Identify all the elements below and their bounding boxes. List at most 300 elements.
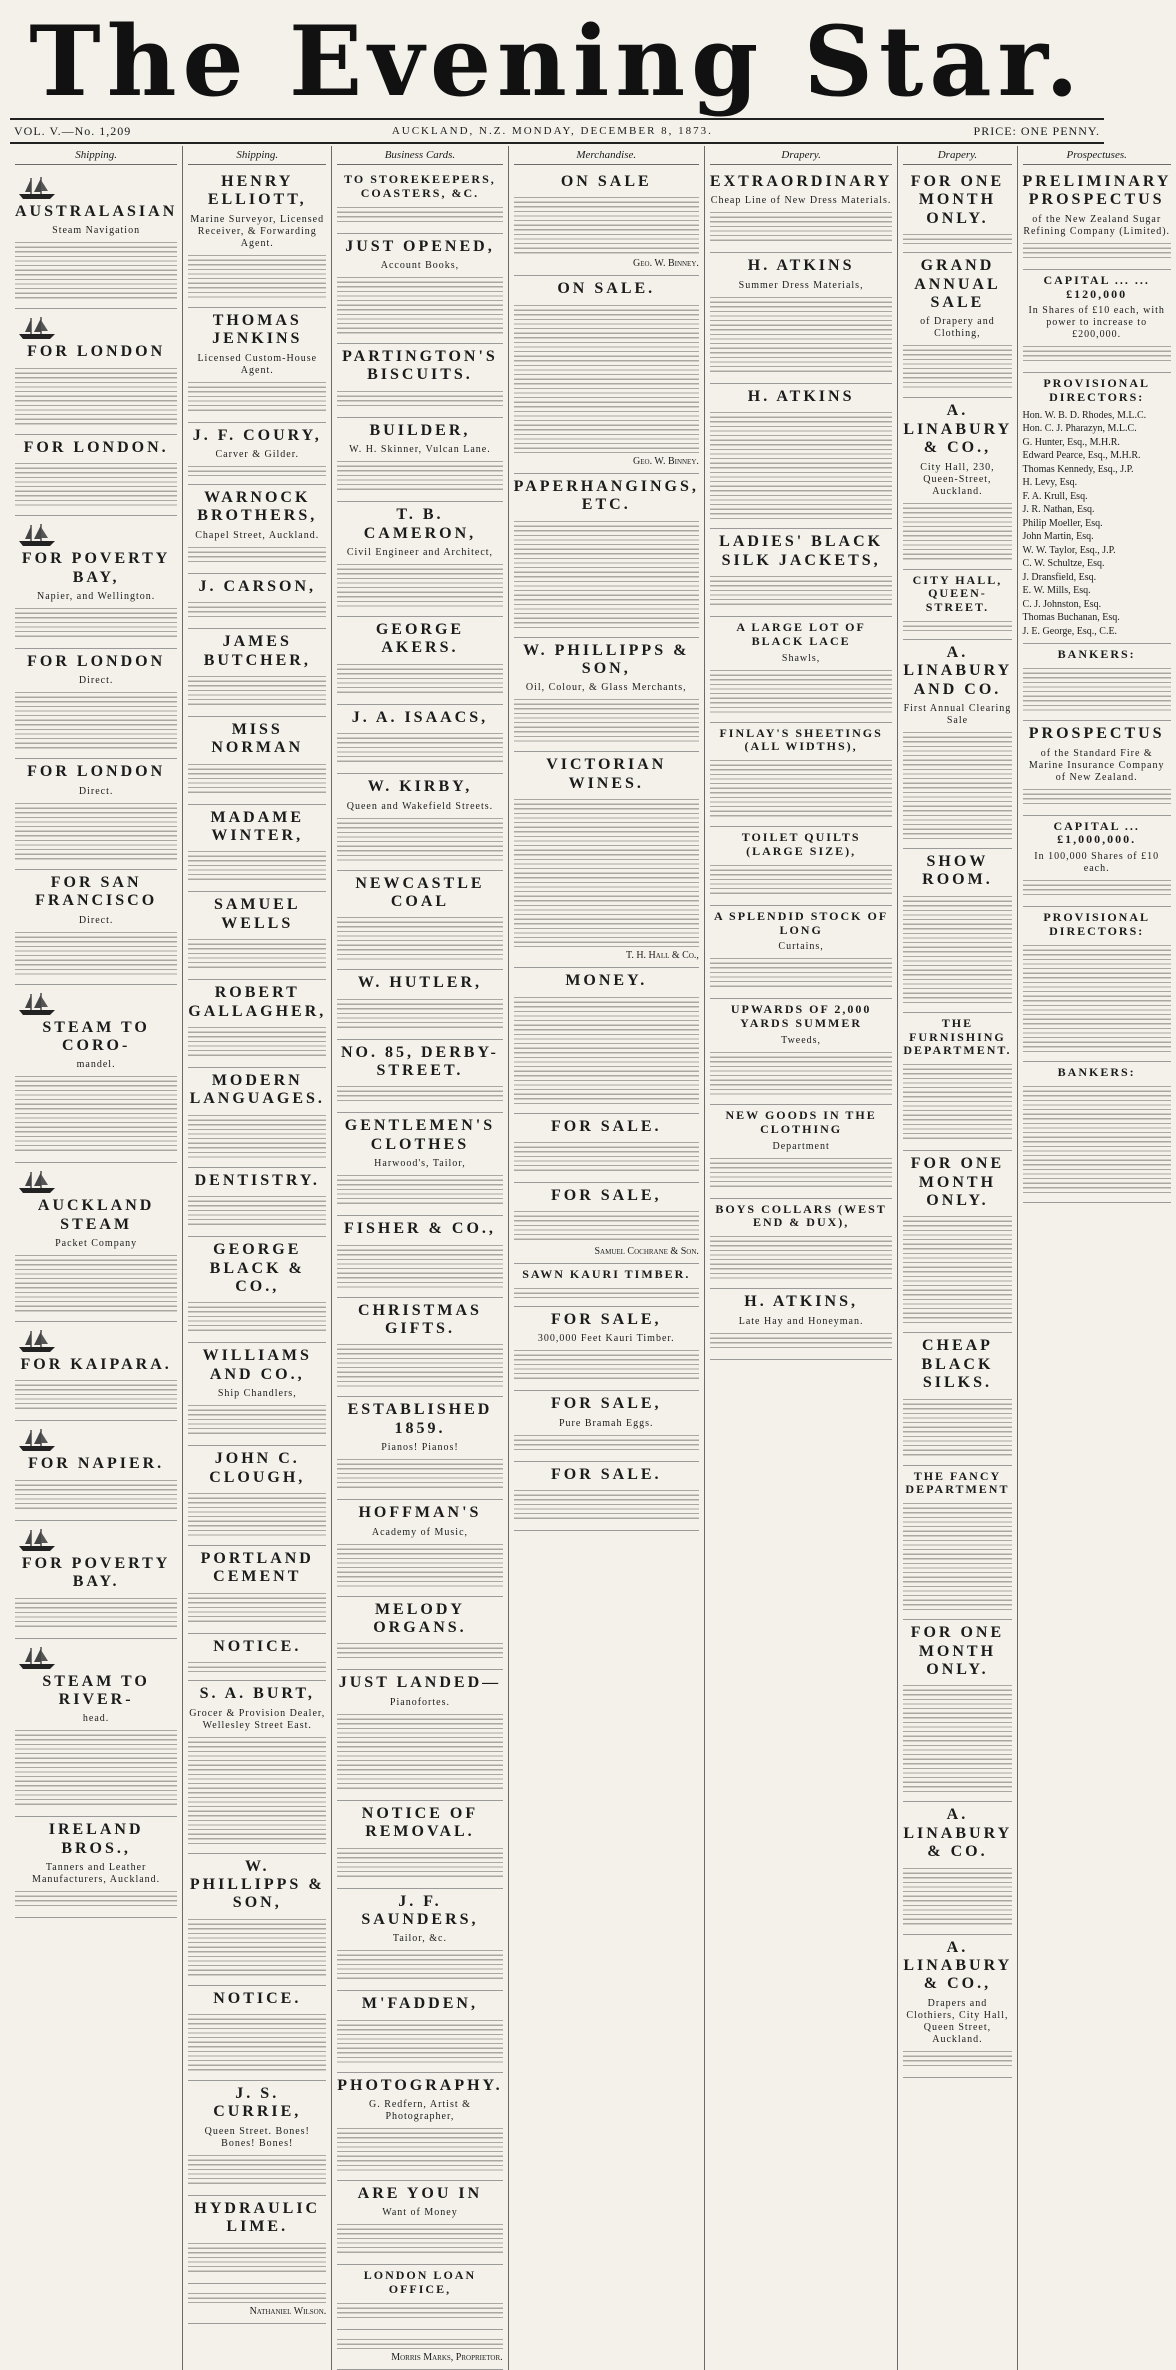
ad-body-text <box>337 997 502 1031</box>
ad-title: LADIES' BLACK SILK JACKETS, <box>719 533 884 569</box>
columns <box>10 146 1172 2364</box>
ad-title: FOR ONE MONTH ONLY. <box>910 173 1005 227</box>
ad-subtitle: Tanners and Leather Manufacturers, Auckland. <box>32 1862 161 1886</box>
ad-subtitle: Department <box>772 1140 830 1152</box>
director-name: H. Levy, Esq. <box>1022 477 1078 489</box>
ad-title: FOR POVERTY BAY, <box>21 550 171 586</box>
ad-signature: Geo. W. Binney. <box>633 455 699 467</box>
ad-title: STEAM TO CORO- <box>42 1018 150 1054</box>
ad-title: PROSPECTUS <box>1028 725 1165 743</box>
ad-body-text <box>514 1209 699 1243</box>
director-name: E. W. Mills, Esq. <box>1022 585 1091 597</box>
director-name: Hon. C. J. Pharazyn, M.L.C. <box>1022 423 1137 435</box>
ad-body-text <box>188 1591 326 1625</box>
ad-body-text <box>188 937 326 971</box>
dateline-bar <box>10 118 1104 144</box>
ad-body-text <box>710 668 892 714</box>
ad-body-text <box>514 1433 699 1453</box>
advertisement <box>514 968 699 1113</box>
ad-title: LONDON LOAN OFFICE, <box>363 2268 477 2297</box>
ad-body-text <box>710 1050 892 1096</box>
ad-title: THE FANCY DEPARTMENT <box>905 1468 1010 1497</box>
ad-body-text <box>514 195 699 255</box>
ad-title: AUCKLAND STEAM <box>37 1197 155 1233</box>
ad-body-text <box>1023 943 1171 1053</box>
ad-list <box>903 169 1011 2078</box>
advertisement <box>337 2330 502 2370</box>
advertisement <box>710 999 892 1105</box>
ad-title: SAWN KAURI TIMBER. <box>522 1267 691 1282</box>
director-name: Thomas Kennedy, Esq., J.P. <box>1022 463 1134 475</box>
ad-title: H. ATKINS, <box>744 1293 858 1311</box>
advertisement <box>337 871 502 971</box>
ad-subtitle: Grocer & Provision Dealer, Wellesley Street East. <box>189 1707 326 1731</box>
advertisement <box>710 723 892 828</box>
ad-title: A. LINABURY & CO., <box>903 1938 1013 1993</box>
ad-body-text <box>1023 344 1171 364</box>
ad-title: UPWARDS OF 2,000 YARDS SUMMER <box>730 1002 872 1031</box>
advertisement <box>337 1801 502 1889</box>
director-name: C. W. Schultze, Esq. <box>1022 558 1105 570</box>
ad-body-text <box>188 2291 326 2303</box>
advertisement <box>15 169 177 309</box>
ad-title: HYDRAULIC LIME. <box>194 2199 321 2236</box>
advertisement <box>514 1307 699 1391</box>
column-5 <box>705 146 898 2370</box>
ad-title: W. PHILLIPPS & SON, <box>189 1857 325 1912</box>
advertisement <box>337 234 502 344</box>
ad-title: PHOTOGRAPHY. <box>337 2076 503 2094</box>
advertisement <box>188 1446 326 1546</box>
advertisement <box>337 1670 502 1800</box>
ad-body-text <box>337 1641 502 1661</box>
ad-list <box>188 169 326 2324</box>
advertisement <box>337 1597 502 1671</box>
ad-title: FISHER & CO., <box>343 1220 496 1238</box>
ad-body-text <box>188 674 326 708</box>
ad-title: TOILET QUILTS (LARGE SIZE), <box>741 830 861 858</box>
advertisement <box>903 570 1011 640</box>
ad-body-text <box>337 2126 502 2172</box>
ad-subtitle: Queen and Wakefield Streets. <box>346 800 494 812</box>
ad-body-text <box>188 380 326 414</box>
advertisement <box>15 985 177 1164</box>
advertisement <box>188 2081 326 2196</box>
ad-body-text <box>15 1478 177 1512</box>
ad-body-text <box>337 1173 502 1207</box>
ad-body-text <box>188 2153 326 2187</box>
ad-title: A. LINABURY & CO. <box>903 1806 1013 1861</box>
ad-title: NOTICE OF REMOVAL. <box>361 1804 479 1841</box>
advertisement <box>1023 1062 1171 1203</box>
advertisement <box>337 2181 502 2265</box>
advertisement <box>710 384 892 529</box>
ad-body-text <box>710 1331 892 1351</box>
ad-subtitle: Licensed Custom-House Agent. <box>197 352 318 376</box>
ad-body-text <box>903 1501 1011 1611</box>
advertisement <box>188 1546 326 1634</box>
advertisement <box>710 529 892 617</box>
ad-body-text <box>15 1378 177 1412</box>
ad-title: FOR LONDON <box>27 763 166 781</box>
director-name: G. Hunter, Esq., M.H.R. <box>1022 436 1120 448</box>
ad-body-text <box>15 930 177 976</box>
ad-signature: Samuel Cochrane & Son. <box>594 1246 699 1258</box>
ad-title: J. F. SAUNDERS, <box>361 1892 479 1928</box>
advertisement <box>903 1935 1011 2078</box>
ad-title: THOMAS JENKINS <box>212 311 303 348</box>
column-heading: Prospectuses. <box>1023 146 1171 165</box>
ad-list <box>337 169 502 2370</box>
ad-subtitle: Summer Dress Materials, <box>738 279 864 291</box>
advertisement <box>337 418 502 502</box>
advertisement <box>514 1462 699 1531</box>
advertisement <box>188 169 326 308</box>
ad-subtitle: Steam Navigation <box>52 225 141 237</box>
advertisement <box>514 169 699 276</box>
ad-body-text <box>903 232 1011 244</box>
ship-icon <box>17 1427 57 1453</box>
ad-title: PRELIMINARY PROSPECTUS <box>1022 173 1172 209</box>
ad-title: T. B. CAMERON, <box>363 506 477 542</box>
ad-title: NEWCASTLE COAL <box>355 874 485 910</box>
column-heading: Shipping. <box>188 146 326 165</box>
ad-body-text <box>1023 241 1171 261</box>
ad-title: FOR SALE, <box>550 1311 662 1329</box>
ad-body-text <box>903 1062 1011 1142</box>
ad-subtitle: Queen Street. Bones! Bones! Bones! <box>204 2125 310 2149</box>
ad-subtitle: Carver & Gilder. <box>215 448 299 460</box>
advertisement <box>337 774 502 870</box>
ad-body-text <box>903 343 1011 389</box>
advertisement <box>15 1322 177 1421</box>
ad-title: EXTRAORDINARY <box>709 173 893 190</box>
ad-subtitle: mandel. <box>76 1059 116 1071</box>
advertisement <box>903 640 1011 849</box>
ad-subtitle: In Shares of £10 each, with power to increase to £200,000. <box>1028 305 1165 341</box>
advertisement <box>903 849 1011 1013</box>
advertisement <box>903 1802 1011 1934</box>
advertisement <box>188 1343 326 1446</box>
ad-title: BANKERS: <box>1057 647 1136 662</box>
ad-subtitle: head. <box>82 1713 110 1725</box>
advertisement <box>710 169 892 253</box>
advertisement <box>903 253 1011 398</box>
advertisement <box>1023 907 1171 1062</box>
ad-body-text <box>710 956 892 990</box>
ad-body-text <box>903 1214 1011 1324</box>
ad-body-text <box>1023 666 1171 712</box>
advertisement <box>337 617 502 705</box>
ad-body-text <box>710 1156 892 1190</box>
advertisement <box>15 1639 177 1818</box>
advertisement <box>1023 816 1171 908</box>
ad-title: JUST LANDED— <box>338 1674 502 1692</box>
ad-body-text <box>188 1113 326 1159</box>
ad-list <box>15 169 177 1918</box>
director-name: John Martin, Esq. <box>1022 531 1094 543</box>
ad-title: IRELAND BROS., <box>48 1821 144 1857</box>
ship-icon <box>17 175 57 201</box>
ad-subtitle: of the New Zealand Sugar Refining Company (Limited). <box>1023 213 1171 237</box>
ad-body-text <box>514 1348 699 1382</box>
ad-subtitle: Late Hay and Honeyman. <box>738 1315 864 1327</box>
ad-subtitle: G. Redfern, Artist & Photographer, <box>368 2099 471 2123</box>
advertisement <box>337 705 502 774</box>
ad-title: NEW GOODS IN THE CLOTHING <box>725 1107 877 1136</box>
ad-body-text <box>903 894 1011 1004</box>
ad-title: FOR SALE, <box>550 1186 662 1204</box>
ad-body-text <box>15 1728 177 1808</box>
ad-subtitle: Civil Engineer and Architect, <box>346 546 494 558</box>
advertisement <box>710 617 892 723</box>
ad-title: FOR SALE. <box>550 1117 662 1135</box>
director-name: W. W. Taylor, Esq., J.P. <box>1022 544 1116 556</box>
ad-subtitle: Oil, Colour, & Glass Merchants, <box>525 682 687 694</box>
ad-subtitle: 300,000 Feet Kauri Timber. <box>537 1333 675 1345</box>
director-name: Thomas Buchanan, Esq. <box>1022 612 1120 624</box>
advertisement <box>188 892 326 980</box>
ad-body-text <box>903 730 1011 840</box>
ad-title: J. CARSON, <box>198 577 317 595</box>
ad-title: ESTABLISHED 1859. <box>347 1401 493 1437</box>
ad-title: FINLAY'S SHEETINGS (ALL WIDTHS), <box>719 725 883 754</box>
advertisement <box>15 1817 177 1918</box>
ad-title: PORTLAND CEMENT <box>200 1549 314 1586</box>
advertisement <box>337 1040 502 1114</box>
ad-subtitle: Chapel Street, Auckland. <box>195 529 320 541</box>
ad-subtitle: Account Books, <box>380 259 460 271</box>
advertisement <box>188 1681 326 1853</box>
ad-title: WILLIAMS AND CO., <box>202 1347 312 1383</box>
ad-title: SAMUEL WELLS <box>214 896 301 932</box>
ad-body-text <box>15 1253 177 1313</box>
advertisement <box>188 1237 326 1343</box>
ad-title: FOR LONDON <box>27 652 166 670</box>
ad-body-text <box>15 801 177 861</box>
director-name: C. J. Johnston, Esq. <box>1022 598 1102 610</box>
ad-subtitle: of Drapery and Clothing, <box>920 316 995 340</box>
ad-title: W. KIRBY, <box>367 778 473 796</box>
ad-body-text <box>188 1025 326 1059</box>
ad-title: W. HUTLER, <box>357 974 482 992</box>
ad-body-text <box>337 915 502 961</box>
ad-body-text <box>188 1660 326 1672</box>
ad-body-text <box>337 1846 502 1880</box>
advertisement <box>337 502 502 617</box>
ad-body-text <box>337 1457 502 1491</box>
ad-title: ARE YOU IN <box>357 2185 483 2203</box>
ad-title: CHRISTMAS GIFTS. <box>357 1301 482 1338</box>
ad-title: ON SALE. <box>557 280 656 298</box>
ad-title: HENRY ELLIOTT, <box>207 173 307 209</box>
ad-subtitle: Pure Bramah Eggs. <box>559 1417 654 1429</box>
ad-title: A. LINABURY AND CO. <box>903 643 1013 698</box>
ad-title: W. PHILLIPPS & SON, <box>523 641 690 677</box>
advertisement <box>188 629 326 717</box>
ad-subtitle: Pianofortes. <box>389 1696 450 1708</box>
masthead <box>10 0 1104 118</box>
advertisement <box>188 308 326 423</box>
ad-body-text <box>903 619 1011 631</box>
advertisement <box>903 1151 1011 1333</box>
column-heading: Shipping. <box>15 146 177 165</box>
ad-title: GEORGE BLACK & CO., <box>209 1241 305 1295</box>
ad-title: A SPLENDID STOCK OF LONG <box>714 908 889 937</box>
ad-title: H. ATKINS <box>747 257 855 275</box>
ad-title: FOR SAN FRANCISCO <box>35 873 158 910</box>
ad-signature: T. H. Hall & Co., <box>625 950 699 962</box>
advertisement <box>188 1168 326 1237</box>
advertisement <box>514 474 699 638</box>
advertisement <box>514 638 699 753</box>
ad-subtitle: Direct. <box>78 785 114 797</box>
ad-body-text <box>15 240 177 300</box>
ad-body-text <box>514 303 699 453</box>
advertisement <box>188 2284 326 2324</box>
ad-body-text <box>337 562 502 608</box>
ad-body-text <box>514 797 699 947</box>
ad-body-text <box>710 210 892 244</box>
ship-icon <box>17 1645 57 1671</box>
advertisement <box>1023 721 1171 815</box>
ad-title: STEAM TO RIVER- <box>42 1672 150 1709</box>
volume-number: VOL. V.—No. 1,209 <box>14 123 132 138</box>
ad-title: NOTICE. <box>213 1637 302 1655</box>
ad-body-text <box>514 1488 699 1522</box>
ad-body-text <box>188 545 326 565</box>
ad-body-text <box>710 1234 892 1280</box>
ship-icon <box>17 522 57 548</box>
ad-title: GRAND ANNUAL SALE <box>914 257 1001 311</box>
ad-body-text <box>188 1917 326 1977</box>
advertisement <box>188 1854 326 1986</box>
advertisement <box>188 1986 326 2081</box>
ad-subtitle: Direct. <box>78 914 114 926</box>
ad-title: J. F. COURY, <box>192 426 322 444</box>
ad-title: FOR SALE. <box>550 1465 662 1483</box>
ad-body-text <box>15 461 177 507</box>
ad-body-text <box>337 1542 502 1588</box>
ad-subtitle: W. H. Skinner, Vulcan Lane. <box>349 444 491 456</box>
ad-body-text <box>337 459 502 493</box>
advertisement <box>514 752 699 968</box>
ad-title: ON SALE <box>560 173 652 190</box>
column-heading: Merchandise. <box>514 146 699 165</box>
ad-body-text <box>710 863 892 897</box>
ad-body-text <box>337 2337 502 2349</box>
ad-subtitle: Academy of Music, <box>371 1526 469 1538</box>
ad-title: PARTINGTON'S BISCUITS. <box>342 347 498 384</box>
ad-body-text <box>337 1084 502 1104</box>
advertisement <box>188 805 326 893</box>
ad-title: BUILDER, <box>369 421 471 439</box>
ad-title: FOR KAIPARA. <box>20 1356 172 1374</box>
column-2 <box>183 146 332 2370</box>
ad-title: CAPITAL ... £1,000,000. <box>1053 818 1140 847</box>
ad-subtitle: Shawls, <box>781 652 821 664</box>
ad-title: MONEY. <box>565 972 648 990</box>
ad-body-text <box>15 366 177 426</box>
ship-icon <box>17 1328 57 1354</box>
advertisement <box>188 717 326 805</box>
ad-title: FOR ONE MONTH ONLY. <box>910 1624 1005 1678</box>
ad-subtitle: Packet Company <box>55 1238 138 1250</box>
ad-title: SHOW ROOM. <box>922 853 993 889</box>
director-name: J. R. Nathan, Esq. <box>1022 504 1095 516</box>
ad-body-text <box>188 1735 326 1845</box>
ad-subtitle: Direct. <box>78 675 114 687</box>
advertisement <box>188 980 326 1068</box>
advertisement <box>337 1113 502 1216</box>
advertisement <box>1023 169 1171 270</box>
ad-body-text <box>15 1596 177 1630</box>
ad-body-text <box>337 2301 502 2321</box>
ad-title: FOR LONDON. <box>23 438 169 456</box>
ad-subtitle: Drapers and Clothiers, City Hall, Queen Street, Auckland. <box>906 1997 1009 2045</box>
advertisement <box>188 485 326 574</box>
director-name: F. A. Krull, Esq. <box>1022 490 1088 502</box>
advertisement <box>15 309 177 434</box>
ad-body-text <box>188 253 326 299</box>
advertisement <box>1023 644 1171 721</box>
advertisement <box>903 1013 1011 1151</box>
ad-title: MODERN LANGUAGES. <box>189 1072 325 1108</box>
column-3 <box>332 146 508 2370</box>
ad-body-text <box>337 205 502 225</box>
advertisement <box>15 516 177 649</box>
advertisement <box>188 423 326 485</box>
ad-title: M'FADDEN, <box>361 1995 478 2013</box>
ad-subtitle: of the Standard Fire & Marine Insurance Company of New Zealand. <box>1028 747 1165 783</box>
ad-title: A LARGE LOT OF BLACK LACE <box>736 619 866 648</box>
ad-title: A. LINABURY & CO., <box>903 402 1013 457</box>
ad-title: PROVISIONAL DIRECTORS: <box>1043 910 1151 939</box>
ad-title: HOFFMAN'S <box>358 1504 482 1522</box>
ad-signature: Morris Marks, Proprietor. <box>391 2352 503 2364</box>
ad-subtitle: Ship Chandlers, <box>217 1388 297 1400</box>
advertisement <box>188 1634 326 1681</box>
ad-title: JUST OPENED, <box>345 237 495 255</box>
ad-subtitle: City Hall, 230, Queen-Street, Auckland. <box>920 461 995 497</box>
ad-subtitle: First Annual Clearing Sale <box>903 703 1012 727</box>
advertisement <box>903 398 1011 569</box>
ad-list <box>710 169 892 1360</box>
ship-icon <box>17 1527 57 1553</box>
ad-body-text <box>514 1286 699 1298</box>
advertisement <box>337 2073 502 2181</box>
column-heading: Drapery. <box>903 146 1011 165</box>
advertisement <box>337 970 502 1039</box>
ad-title: VICTORIAN WINES. <box>546 756 667 792</box>
ad-body-text <box>514 519 699 629</box>
advertisement <box>337 169 502 234</box>
ad-body-text <box>337 2222 502 2256</box>
advertisement <box>15 1421 177 1520</box>
advertisement <box>514 1391 699 1461</box>
ad-body-text <box>337 389 502 409</box>
advertisement <box>903 169 1011 253</box>
column-heading: Drapery. <box>710 146 892 165</box>
ad-title: THE FURNISHING DEPARTMENT. <box>903 1015 1012 1058</box>
ship-icon <box>17 991 57 1017</box>
advertisement <box>710 253 892 383</box>
ad-body-text <box>514 697 699 743</box>
director-name: Hon. W. B. D. Rhodes, M.L.C. <box>1022 409 1147 421</box>
ad-title: FOR ONE MONTH ONLY. <box>910 1155 1005 1210</box>
ad-list <box>514 169 699 1531</box>
advertisement <box>15 870 177 985</box>
